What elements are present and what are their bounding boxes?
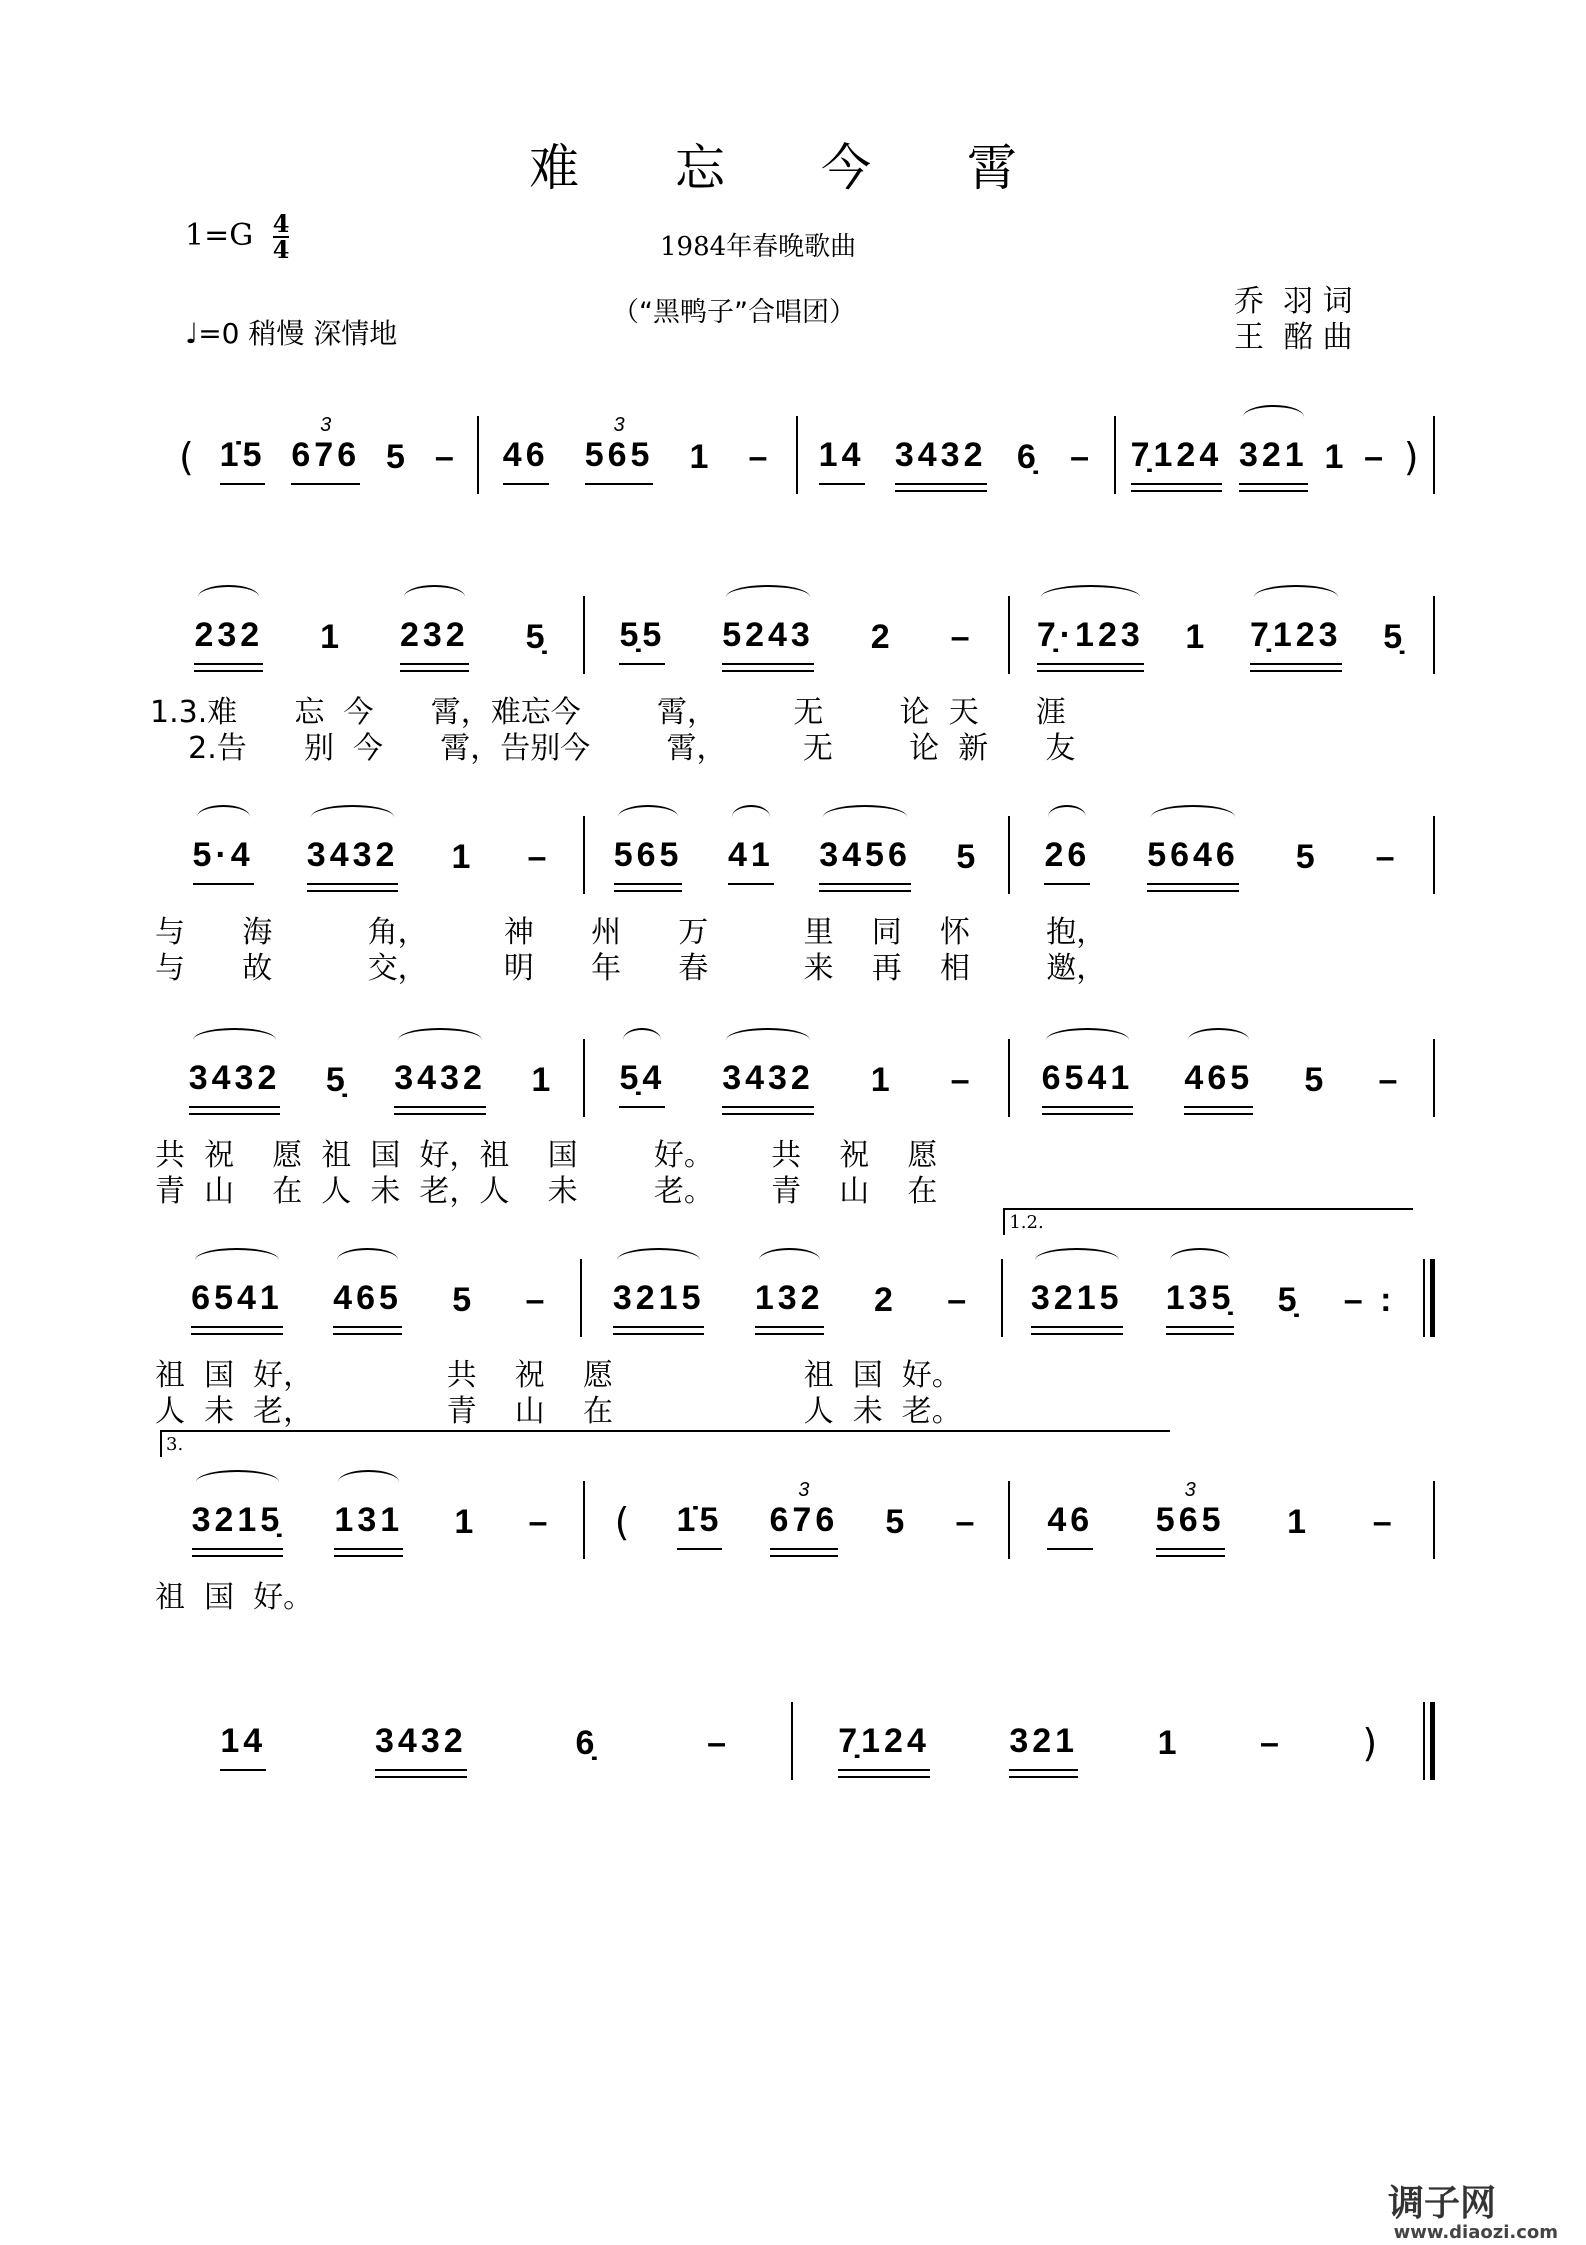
note-group [1364,437,1387,485]
slur [759,1248,820,1272]
measure [585,825,1008,885]
score-row [160,1048,1435,1108]
notes: 5243 [722,616,814,654]
note-group [528,1502,551,1550]
note-group [503,435,549,485]
note-group [375,1721,467,1771]
measure [160,1434,583,1550]
close-paren: ) [1362,1721,1378,1765]
composer-credit: 王 酩 曲 [1234,320,1353,355]
notes: 1 [531,1061,555,1099]
notes: 1 [870,1061,894,1099]
note-group [191,1278,283,1328]
barline [1433,1039,1435,1117]
note-group [454,1502,477,1550]
slur [1041,585,1140,609]
measure [160,414,477,485]
notes: 26 [1044,836,1091,874]
lyric-line: 人 未 老， 青 山 在 人 未 老。 [155,1394,962,1429]
note-group [307,835,399,885]
note-group [677,1500,723,1550]
note-group [1376,837,1399,885]
slur [726,1028,810,1052]
score-row [160,1711,1435,1771]
notes: 7̣124 [838,1722,930,1760]
notes: 14 [818,436,865,474]
note-group [1047,1500,1093,1550]
notes: 676 [291,436,361,474]
barline [1433,416,1435,494]
notes: 1 [1287,1503,1311,1541]
slur [732,805,770,829]
key-signature [185,209,290,264]
notes: 7̣·123 [1036,616,1144,654]
notes: 5̣ [525,618,549,656]
notes: 46 [1047,1501,1094,1539]
slur [1170,1248,1231,1272]
notes: 232 [194,616,264,654]
subtitle: 1984年春晚歌曲 [660,232,857,262]
note-group [1287,1502,1310,1550]
measure [479,414,796,485]
slur [198,585,259,609]
volta-bracket: 3. [160,1430,1170,1457]
notes: 6541 [1041,1059,1134,1097]
note-group [614,835,683,885]
slur [196,1470,280,1494]
notes: – [1070,438,1094,476]
measure [1010,1479,1433,1550]
notes: 5 [1295,838,1319,876]
note-group [769,1479,839,1550]
lyric-line: 1.3.难 忘 今 霄，难忘今 霄， 无 论 天 涯 [150,695,1066,730]
notes: 2 [873,1281,897,1319]
measure [160,1048,583,1108]
notes: 565 [613,836,683,874]
note-group [871,1060,894,1108]
lyric-line: 与 故 交， 明 年 春 来 再 相 邀， [155,951,1107,986]
note-group [1017,437,1040,485]
notes: 131 [334,1501,404,1539]
note-group [220,1721,266,1771]
note-group [1009,1721,1078,1771]
note-group [1344,1280,1396,1328]
slur [398,1028,482,1052]
measure [1010,605,1433,665]
notes: 321 [1009,1722,1079,1760]
measure [1003,1212,1423,1328]
close-paren: ) [1403,435,1419,479]
notes: 5·4 [192,836,254,874]
note-group [394,1058,486,1108]
notes: 1 [454,1503,478,1541]
time-sig-top: 4 [272,209,290,238]
note-group [885,1502,908,1550]
note-group [1185,617,1208,665]
note-group [722,615,814,665]
notes: 5 [452,1281,476,1319]
watermark-brand: 调子网 [1387,2183,1496,2224]
slur [311,805,395,829]
notes: 3432 [188,1059,281,1097]
note-group [1324,437,1347,485]
lyricist-credit: 乔 羽 词 [1234,284,1353,319]
notes: – [1364,438,1388,476]
measure [585,1479,1008,1550]
notes: 3215̣ [191,1501,284,1539]
slur [1188,1028,1249,1052]
slur [1151,805,1235,829]
lyric-line: 与 海 角， 神 州 万 里 同 怀 抱， [155,915,1107,950]
note-group [189,1058,281,1108]
score-row [160,414,1435,485]
notes: 5̣5 [619,616,666,654]
note-group [526,1280,549,1328]
notes: – [950,618,974,656]
barline [1433,1481,1435,1559]
note-group [728,835,774,885]
note-group [871,617,894,665]
slur [1243,405,1304,429]
notes: – [1375,838,1399,876]
note-group [895,435,987,485]
triplet-mark: 3 [798,1479,810,1501]
notes: 5 [386,438,409,476]
lyric-line: 青 山 在 人 未 老，人 未 老。 青 山 在 [155,1174,938,1209]
note-group [1373,1502,1396,1550]
note-group [690,437,713,485]
note-group [1296,837,1319,885]
notes: 7̣123 [1249,616,1342,654]
note-group [1031,1278,1123,1328]
notes: 465 [333,1279,402,1317]
note-group [220,435,266,485]
lyric-line: 祖 国 好， 共 祝 愿 祖 国 好。 [155,1358,962,1393]
tempo-marking: ♩=0 稍慢 深情地 [185,317,398,350]
notes: 1 [1324,438,1348,476]
notes: 2 [870,618,894,656]
notes: 321 [1238,436,1308,474]
notes: 5̣ [325,1061,349,1099]
measure [582,1268,1002,1328]
note-group [951,617,974,665]
performer: （“黑鸭子”合唱团） [612,297,856,328]
time-sig-bottom: 4 [272,235,290,264]
notes: 676 [769,1501,839,1539]
note-group [819,435,865,485]
note-group [955,1502,978,1550]
slur [404,585,465,609]
slur [1048,805,1086,829]
note-group [956,837,979,885]
notes: 1̇5 [676,1501,723,1539]
note-group [951,1060,974,1108]
notes: 3432 [306,836,399,874]
note-group [1037,615,1144,665]
measure [160,825,583,885]
notes: 3432 [722,1059,814,1097]
notes: – [525,1281,549,1319]
note-group [526,617,549,665]
measure [793,1711,1424,1771]
note-group [947,1280,970,1328]
double-barline [1423,1702,1435,1780]
notes: 232 [399,616,469,654]
score-row [160,1434,1435,1550]
lyric-line: 祖 国 好。 [155,1580,314,1615]
key-label: 1=G [185,218,254,253]
barline [1433,816,1435,894]
note-group [528,837,551,885]
note-group [452,1280,475,1328]
slur [618,805,679,829]
notes: – [748,438,772,476]
score-row [160,1212,1435,1328]
note-group [326,1060,349,1108]
note-group [1158,1723,1181,1771]
note-group [619,615,665,665]
slur [338,1470,399,1494]
slur [617,1248,701,1272]
note-group [1044,835,1090,885]
notes: 3215 [1030,1279,1123,1317]
notes: 3432 [394,1059,486,1097]
slur [1046,1028,1130,1052]
barline [1433,596,1435,674]
notes: 5̣4 [619,1059,666,1097]
score-row [160,825,1435,885]
watermark-url: www.diaozi.com [1393,2222,1558,2243]
notes: – [434,438,458,476]
notes: 3432 [375,1722,467,1760]
notes: – [1259,1724,1283,1762]
notes: – : [1343,1281,1396,1319]
notes: 14 [220,1722,267,1760]
notes: 1 [689,438,713,476]
note-group [400,615,469,665]
note-group [452,837,475,885]
notes: – [947,1281,971,1319]
notes: 1̇5 [219,436,266,474]
notes: – [527,838,551,876]
notes: – [1372,1503,1396,1541]
notes: – [1378,1061,1402,1099]
note-group [291,414,361,485]
notes: 6̣ [575,1724,599,1762]
measure [585,1048,1008,1108]
note-group [192,1500,284,1550]
notes: – [707,1724,731,1762]
note-group [386,437,409,485]
notes: 5646 [1147,836,1239,874]
notes: 1 [1157,1724,1181,1762]
double-barline [1423,1259,1435,1337]
measure [160,605,583,665]
note-group [435,437,458,485]
notes: 3432 [894,436,987,474]
note-group [1070,437,1093,485]
measure [1010,825,1433,885]
note-group [1042,1058,1134,1108]
note-group [1131,435,1223,485]
slur [1254,585,1338,609]
open-paren: ( [178,435,194,479]
note-group [1383,617,1406,665]
notes: 132 [754,1279,824,1317]
triplet-mark: 3 [613,414,625,436]
notes: – [955,1503,979,1541]
note-group [722,1058,814,1108]
notes: 3215 [612,1279,705,1317]
note-group [1166,1278,1235,1328]
notes: 565 [584,436,654,474]
slur [195,1248,279,1272]
note-group [193,835,254,885]
note-group [334,1500,403,1550]
slur [197,805,250,829]
notes: 5̣ [1277,1281,1301,1319]
notes: – [950,1061,974,1099]
notes: 565 [1155,1501,1225,1539]
note-group [613,1278,705,1328]
notes: 465 [1184,1059,1254,1097]
open-paren: ( [614,1500,630,1544]
note-group [755,1278,824,1328]
slur [193,1028,277,1052]
note-group [1184,1058,1253,1108]
notes: 5 [885,1503,909,1541]
note-group [1260,1723,1283,1771]
note-group [531,1060,554,1108]
note-group [575,1723,598,1771]
note-group [1147,835,1239,885]
note-group [619,1058,665,1108]
notes: 5̣ [1383,618,1407,656]
notes: 46 [502,436,549,474]
measure [160,1711,791,1771]
notes: 6̣ [1016,438,1040,476]
note-group [819,835,911,885]
note-group [584,414,654,485]
time-signature [272,209,290,264]
notes: – [528,1503,552,1541]
note-group [320,617,343,665]
notes: 3456 [819,836,911,874]
note-group [749,437,772,485]
measure [1010,1048,1433,1108]
note-group [1239,435,1308,485]
measure [1116,425,1433,485]
slur [337,1248,398,1272]
note-group [874,1280,897,1328]
note-group [1250,615,1342,665]
notes: 135̣ [1165,1279,1235,1317]
note-group [1278,1280,1301,1328]
score-row [160,605,1435,665]
slur [623,1028,661,1052]
note-group [1155,1479,1225,1550]
notes: 1 [1185,618,1209,656]
lyric-line: 共 祝 愿 祖 国 好，祖 国 好。 共 祝 愿 [155,1138,938,1173]
triplet-mark: 3 [320,414,332,436]
lyric-line: 2.告 别 今 霄，告别今 霄， 无 论 新 友 [150,731,1076,766]
note-group [1378,1060,1401,1108]
notes: 41 [727,836,774,874]
triplet-mark: 3 [1184,1479,1196,1501]
measure [160,1268,580,1328]
note-group [707,1723,730,1771]
note-group [333,1278,402,1328]
note-group [194,615,263,665]
measure [585,605,1008,665]
note-group [1304,1060,1327,1108]
notes: 7̣124 [1130,436,1223,474]
notes: 1 [320,618,344,656]
notes: 6541 [191,1279,283,1317]
slur [1035,1248,1119,1272]
slur [726,585,810,609]
notes: 5 [1304,1061,1328,1099]
notes: 5 [956,838,980,876]
song-title: 难 忘 今 霄 [529,139,1057,197]
volta-bracket: 1.2. [1003,1208,1413,1235]
measure [798,425,1115,485]
note-group [838,1721,930,1771]
slur [823,805,907,829]
notes: 1 [451,838,475,876]
